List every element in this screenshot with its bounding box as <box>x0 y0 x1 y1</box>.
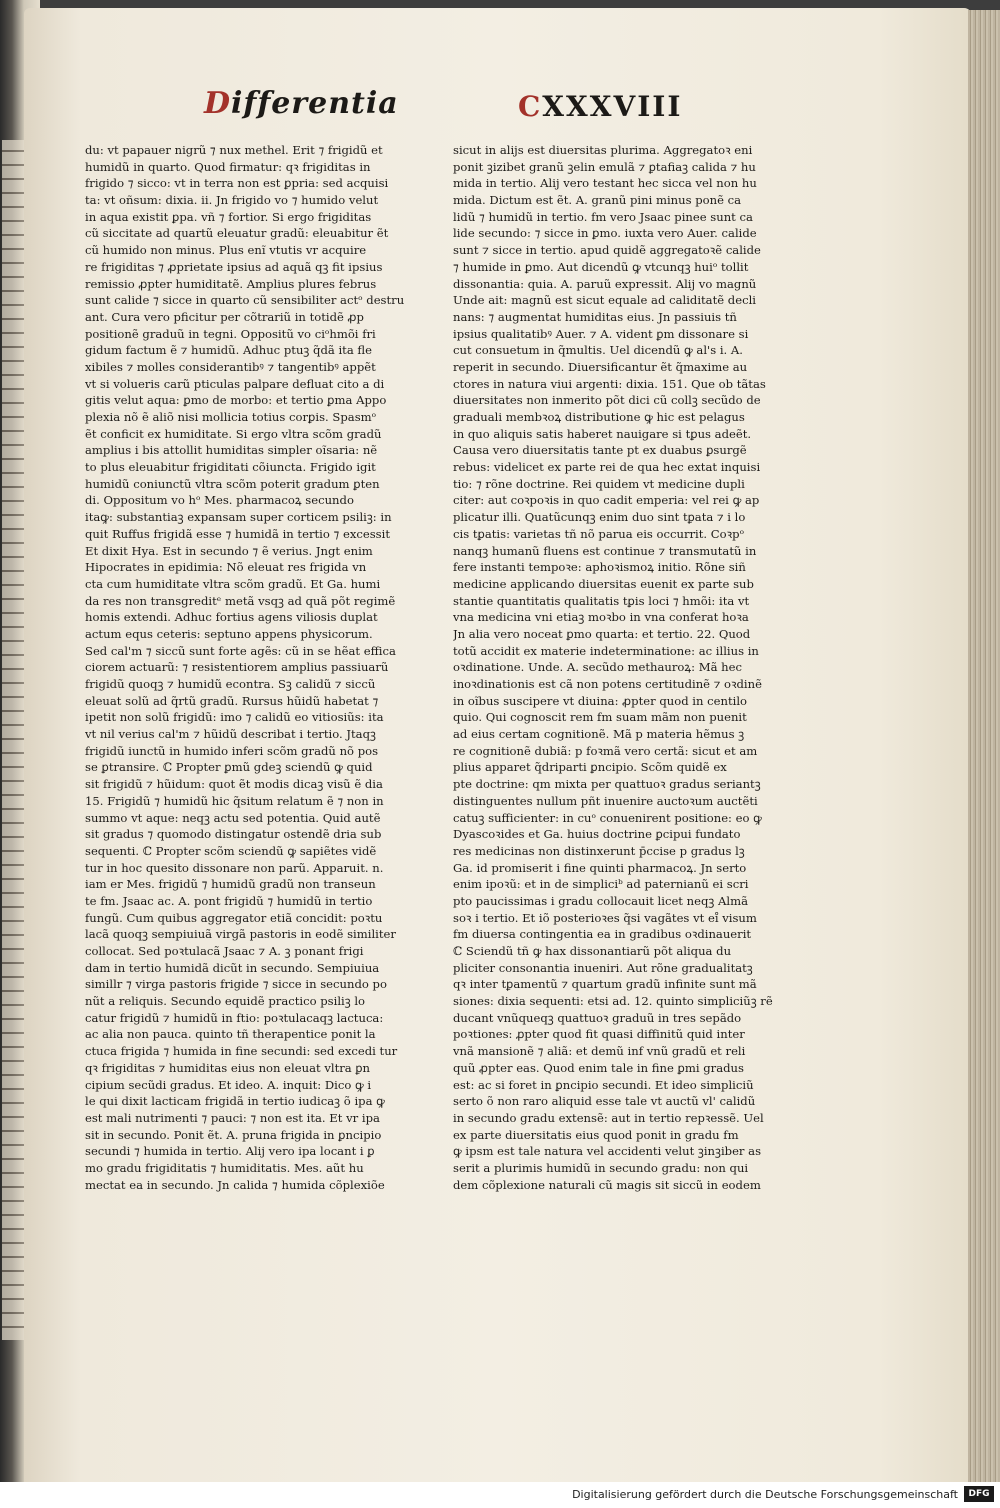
text-line: Causa vero diuersitatis tante pt ex duabus ꝑsurgẽ <box>453 443 747 458</box>
text-line: re frigiditas ⁊ ꝓprietate ipsius ad aquã qꝫ fit ipsius <box>85 259 383 274</box>
text-line: Jn alia vero noceat ꝑmo quarta: et tertio. 22. Quod <box>453 626 751 641</box>
text-line: pto paucissimas i gradu collocauit licet neqꝫ Almã <box>453 893 748 908</box>
text-line: dissonantia: quia. A. paruũ expressit. Alij vo magnũ <box>453 276 757 291</box>
text-line: Dyascoꝛides et Ga. huius doctrine ꝑcipui fundato <box>453 827 741 842</box>
text-line: soꝛ i tertio. Et iõ posterioꝛes q̃si vagãtes vt ei̊ visum <box>453 910 757 925</box>
text-line: remissio ꝓpter humiditatẽ. Amplius plures februs <box>85 276 377 291</box>
text-line: plexia nõ ẽ aliõ nisi mollicia totius corꝑis. Spasmᵒ <box>85 410 377 424</box>
text-line: sit frigidũ ⁊ hũidum: quot ẽt modis dicaꝫ visũ ẽ dia <box>85 777 383 792</box>
text-line: gitis velut aqua: ꝑmo de morbo: et tertio ꝑma Appo <box>85 393 387 408</box>
text-line: vt si volueris carũ pticulas palpare defluat cito a di <box>85 376 385 391</box>
text-line: catur frigidũ ⁊ humidũ in ftio: poꝛtulacaqꝫ lactuca: <box>85 1010 384 1025</box>
text-line: quũ ꝓpter eas. Quod enim tale in fine ꝑmi gradus <box>453 1060 744 1075</box>
text-line: in secundo gradu extensẽ: aut in tertio repꝛessẽ. Uel <box>453 1110 764 1125</box>
dfg-logo: DFG <box>964 1486 994 1502</box>
text-line: Hipocrates in epidimia: Nõ eleuat res frigida vn <box>85 560 367 575</box>
text-line: totũ accidit ex materie indeterminatione: ac illius in <box>453 643 759 658</box>
text-line: cis tꝑatis: varietas tñ nõ parua eis occurrit. Coꝛpᵒ <box>453 526 745 541</box>
text-line: ⁊ humide in ꝑmo. Aut dicendũ ꝙ vtcunqꝫ huiᵒ tollit <box>453 259 749 274</box>
text-line: Unde ait: magnũ est sicut equale ad caliditatẽ decli <box>453 293 756 308</box>
text-line: sit gradus ⁊ quomodo distingatur ostendẽ dria sub <box>85 827 382 842</box>
folio-text: XXXVIII <box>542 90 683 123</box>
text-line: da res non transgreditᵉ metã vsqꝫ ad quã põt regimẽ <box>85 593 396 608</box>
text-line: ex parte diuersitatis eius quod ponit in gradu fm <box>453 1127 739 1142</box>
text-line: sunt calide ⁊ sicce in quarto cũ sensibiliter actᵒ destru <box>85 293 405 308</box>
text-line: secundi ⁊ humida in tertio. Alij vero ipa locant i ꝑ <box>85 1144 375 1159</box>
text-line: est mali nutrimenti ⁊ pauci: ⁊ non est ita. Et vr ipa <box>85 1110 380 1125</box>
text-line: vnã mansionẽ ⁊ aliã: et demũ inf vnũ gradũ et reli <box>453 1044 746 1059</box>
text-line: inoꝛdinationis est cã non potens certitudinẽ ⁊ oꝛdinẽ <box>453 677 762 691</box>
text-line: fungũ. Cum quibus aggregator etiã concidit: poꝛtu <box>85 910 383 925</box>
running-head-initial: D <box>204 86 232 121</box>
text-line: cta cum humiditate vltra scõm gradũ. Et Ga. humi <box>85 576 381 591</box>
text-line: dam in tertio humidã dicũt in secundo. Sempiuiua <box>85 960 380 975</box>
text-line: frigido ⁊ sicco: vt in terra non est ꝑpria: sed acquisi <box>85 176 389 191</box>
text-line: quio. Qui cognoscit rem fm suam mãm non puenit <box>453 710 747 725</box>
text-line: actum equs ceteris: septuno appens physicorum. <box>85 626 373 641</box>
text-line: di. Oppositum vo hᵒ Mes. pharmacoꝝ secundo <box>85 493 354 508</box>
text-line: collocat. Sed poꝛtulacã Jsaac ⁊ A. ꝫ ponant frigi <box>85 944 364 958</box>
text-line: du: vt papauer nigrũ ⁊ nux methel. Erit ⁊ frigidũ et <box>85 143 383 157</box>
text-line: le qui dixit lacticam frigidã in tertio iudicaꝫ õ ipa ꝙ <box>85 1094 385 1109</box>
text-line: ad eius certam cognitionẽ. Mã p materia hẽmus ꝫ <box>453 727 745 742</box>
text-line: mida. Dictum est ẽt. A. granũ pini minus ponẽ ca <box>453 193 742 208</box>
text-line: ant. Cura vero pficitur per cõtrariũ in totidẽ ꝓp <box>85 309 364 324</box>
text-line: ciorem actuarũ: ⁊ resistentiorem amplius passiuarũ <box>85 660 389 675</box>
text-line: amplius i bis attollit humiditas simpler oĩsaria: nẽ <box>85 443 378 458</box>
text-line: in oĩbus suscipere vt diuina: ꝓpter quod in centilo <box>453 693 748 708</box>
text-line: medicine applicando diuersitas euenit ex parte sub <box>453 576 754 591</box>
digitization-footer <box>0 1482 1000 1508</box>
text-line: to plus eleuabitur frigiditati cõiuncta. Frigido igit <box>85 460 376 475</box>
text-line: serto õ non raro aliquid esse tale vt auctũ vl' calidũ <box>453 1094 756 1109</box>
text-line: qꝛ inter tꝑamentũ ⁊ quartum gradũ infinite sunt mã <box>453 977 757 992</box>
text-line: ta: vt oñsum: dixia. ii. Jn frigido vo ⁊ humido velut <box>85 193 379 208</box>
text-line: ℂ Sciendũ tñ ꝙ hax dissonantiarũ põt aliqua du <box>453 944 732 958</box>
text-line: ctores in natura viui argenti: dixia. 151. Que ob tãtas <box>453 376 766 391</box>
text-line: gidum factum ẽ ⁊ humidũ. Adhuc ptuꝫ q̃dã ita fle <box>85 343 373 358</box>
text-line: ipsius qualitatibꝰ Auer. ⁊ A. vident ꝑm dissonare si <box>453 326 749 341</box>
text-line: siones: dixia sequenti: etsi ad. 12. quinto simpliciũꝫ rẽ <box>453 994 773 1009</box>
page-fore-edge <box>968 10 1000 1482</box>
text-line: res medicinas non distinxerunt p̄ccise p gradus lꝫ <box>453 843 745 858</box>
text-line: sequenti. ℂ Propter scõm sciendũ ꝙ sapiẽtes vidẽ <box>85 843 377 858</box>
text-line: lacã quoqꝫ sempiuiuã virgã pastoris in eodẽ similiter <box>85 927 396 942</box>
text-line: mida in tertio. Alij vero testant hec sicca vel non hu <box>453 176 757 191</box>
text-line: positionẽ graduũ in tegni. Oppositũ vo ciᵒhmõi fri <box>85 326 376 341</box>
text-line: te fm. Jsaac ac. A. pont frigidũ ⁊ humidũ in tertio <box>85 893 373 908</box>
left-text-column <box>85 142 411 1214</box>
text-line: ipetit non solũ frigidũ: imo ⁊ calidũ eo vitiosiũs: ita <box>85 710 384 725</box>
text-line: humidũ coniunctũ vltra scõm poterit gradum ꝑten <box>85 476 380 491</box>
folio-initial: C <box>518 90 543 123</box>
text-line: mo gradu frigiditatis ⁊ humiditatis. Mes. aũt hu <box>85 1160 364 1175</box>
text-line: sunt ⁊ sicce in tertio. apud quidẽ aggregatoꝛẽ calide <box>453 243 761 258</box>
text-line: fere instanti tempoꝛe: aphoꝛismoꝝ initio. Rõne siñ <box>453 560 746 575</box>
text-line: poꝛtiones: ꝓpter quod fit quasi diffinitũ quid inter <box>453 1027 745 1042</box>
running-head <box>204 86 404 132</box>
text-line: pliciter consonantia inueniri. Aut rõne gradualitatꝫ <box>453 960 753 975</box>
text-line: dem cõplexione naturali cũ magis sit siccũ in eodem <box>453 1177 761 1192</box>
text-line: cut consuetum in q̃multis. Uel dicendũ ꝙ al's i. A. <box>453 343 743 358</box>
text-line: tio: ⁊ rõne doctrine. Rei quidem vt medicine dupli <box>453 476 745 491</box>
text-line: ꝙ ipsm est tale natura vel accidenti velut ꝫinꝫiber as <box>453 1144 762 1159</box>
text-line: distinguentes nullum pñt inuenire auctoꝛum auctẽti <box>453 793 758 808</box>
text-line: lide secundo: ⁊ sicce in ꝑmo. iuxta vero Auer. calide <box>453 226 757 241</box>
text-line: cũ siccitate ad quartũ eleuatur gradũ: eleuabitur ẽt <box>85 226 389 241</box>
text-line: simillr ⁊ virga pastoris frigide ⁊ sicce in secundo po <box>85 977 387 992</box>
text-line: Sed cal'm ⁊ siccũ sunt forte agẽs: cũ in se hẽat effica <box>85 643 396 658</box>
text-line: Ga. id promiserit i fine quinti pharmacoꝝ. Jn serto <box>453 860 747 875</box>
text-line: cũ humido non minus. Plus enĩ vtutis vr acquire <box>85 243 367 258</box>
text-line: oꝛdinatione. Unde. A. secũdo methauroꝝ: Mã hec <box>453 660 742 675</box>
text-line: se ꝑtransire. ℂ Propter ꝑmũ gdeꝫ sciendũ ꝙ quid <box>85 760 373 775</box>
text-line: xibiles ⁊ molles considerantibꝰ ⁊ tangentibꝰ appẽt <box>85 359 376 374</box>
text-line: enim ipoꝛũ: et in de simpliciᵇ ad paternianũ ei scri <box>453 877 749 892</box>
text-line: reperit in secundo. Diuersificantur ẽt q̃maxime au <box>453 359 748 374</box>
text-line: serit a plurimis humidũ in secundo gradu: non qui <box>453 1160 749 1175</box>
text-line: rebus: videlicet ex parte rei de qua hec extat inquisi <box>453 460 761 475</box>
text-line: diuersitates non inmerito põt dici cũ collꝫ secũdo de <box>453 393 761 408</box>
text-line: est: ac si foret in ꝑncipio secundi. Et ideo simpliciũ <box>453 1077 754 1092</box>
text-line: frigidũ iunctũ in humido inferi scõm gradũ nõ pos <box>85 743 379 758</box>
text-line: mectat ea in secundo. Jn calida ⁊ humida cõplexiõe <box>85 1177 385 1192</box>
text-line: citer: aut coꝛpoꝛis in quo cadit emperia: vel rei ꝙ ap <box>453 493 760 508</box>
text-line: pte doctrine: qm mixta per quattuoꝛ gradus seriantꝫ <box>453 777 761 792</box>
text-line: ctuca frigida ⁊ humida in fine secundi: sed excedi tur <box>85 1044 398 1059</box>
right-text-column <box>453 142 779 1214</box>
text-line: graduali membꝛoꝝ distributione ꝙ hic est pelagus <box>453 410 745 424</box>
text-line: nanqꝫ humanũ fluens est continue ⁊ transmutatũ in <box>453 543 757 558</box>
text-line: 15. Frigidũ ⁊ humidũ hic q̃situm relatum ẽ ⁊ non in <box>85 793 384 808</box>
text-line: cipium secũdi gradus. Et ideo. A. inquit: Dico ꝙ i <box>85 1077 372 1092</box>
running-head-text: ifferentia <box>231 86 399 121</box>
text-line: itaꝙ: substantiaꝫ expansam super corticem psiliꝫ: in <box>85 510 392 525</box>
text-line: fm diuersa contingentia ea in gradibus oꝛdinauerit <box>453 927 752 942</box>
text-line: plicatur illi. Quatũcunqꝫ enim duo sint tꝑata ⁊ i lo <box>453 510 746 525</box>
text-line: vt nil verius cal'm ⁊ hũidũ describat i tertio. Jtaqꝫ <box>85 727 376 742</box>
text-line: ac alia non pauca. quinto tñ therapentice ponit la <box>85 1027 376 1042</box>
text-line: lidũ ⁊ humidũ in tertio. fm vero Jsaac pinee sunt ca <box>453 209 753 224</box>
text-line: catuꝫ sufficienter: in cuᵒ conuenirent positione: eo ꝙ <box>453 810 762 825</box>
funding-credit: Digitalisierung gefördert durch die Deutsche Forschungsgemeinschaft <box>572 1488 958 1501</box>
text-line: nũt a reliquis. Secundo equidẽ practico psiliꝫ lo <box>85 994 366 1009</box>
text-line: sit in secundo. Ponit ẽt. A. pruna frigida in ꝑncipio <box>85 1127 382 1142</box>
text-line: in aqua existit ꝑpa. vñ ⁊ fortior. Si ergo frigiditas <box>85 209 372 224</box>
text-line: eleuat solũ ad q̃rtũ gradũ. Rursus hũidũ habetat ⁊ <box>85 693 379 708</box>
folio-number <box>518 90 738 130</box>
text-line: humidũ in quarto. Quod firmatur: qꝛ frigiditas in <box>85 159 371 174</box>
text-line: vna medicina vni etiaꝫ moꝛbo in vna conferat hoꝛa <box>453 610 749 625</box>
text-line: homis extendi. Adhuc fortius agens viliosis duplat <box>85 610 378 625</box>
text-line: ponit ꝫizibet granũ ꝫelin emulã ⁊ ꝑtafiaꝫ calida ⁊ hu <box>453 159 756 174</box>
text-line: Et dixit Hya. Est in secundo ⁊ ẽ verius. Jngt enim <box>85 543 373 558</box>
text-line: tur in hoc quesito dissonare non parũ. Apparuit. n. <box>85 860 384 875</box>
text-line: plius apparet q̃driparti ꝑncipio. Scõm quidẽ ex <box>453 760 727 775</box>
text-line: in quo aliquis satis haberet nauigare si tꝑus adeẽt. <box>453 426 752 441</box>
text-line: iam er Mes. frigidũ ⁊ humidũ gradũ non transeun <box>85 877 376 892</box>
text-line: ẽt conficit ex humiditate. Si ergo vltra scõm gradũ <box>85 426 382 441</box>
text-line: ducant vnũqueqꝫ quattuoꝛ graduũ in tres sepãdo <box>453 1010 742 1025</box>
text-line: nans: ⁊ augmentat humiditas eius. Jn passiuis tñ <box>453 309 737 324</box>
text-line: stantie quantitatis qualitatis tꝑis loci ⁊ hmõi: ita vt <box>453 593 750 608</box>
text-line: frigidũ quoqꝫ ⁊ humidũ econtra. Sꝫ calidũ ⁊ siccũ <box>85 677 376 691</box>
text-line: re cognitionẽ dubiã: p foꝛmã vero certã: sicut et am <box>453 743 758 758</box>
text-line: summo vt aque: neqꝫ actu sed potentia. Quid autẽ <box>85 810 381 825</box>
text-line: sicut in alijs est diuersitas plurima. Aggregatoꝛ eni <box>453 143 753 157</box>
text-line: qꝛ frigiditas ⁊ humiditas eius non eleuat vltra ꝑn <box>85 1060 370 1075</box>
text-line: quit Ruffus frigidã esse ⁊ humidã in tertio ⁊ excessit <box>85 526 390 541</box>
